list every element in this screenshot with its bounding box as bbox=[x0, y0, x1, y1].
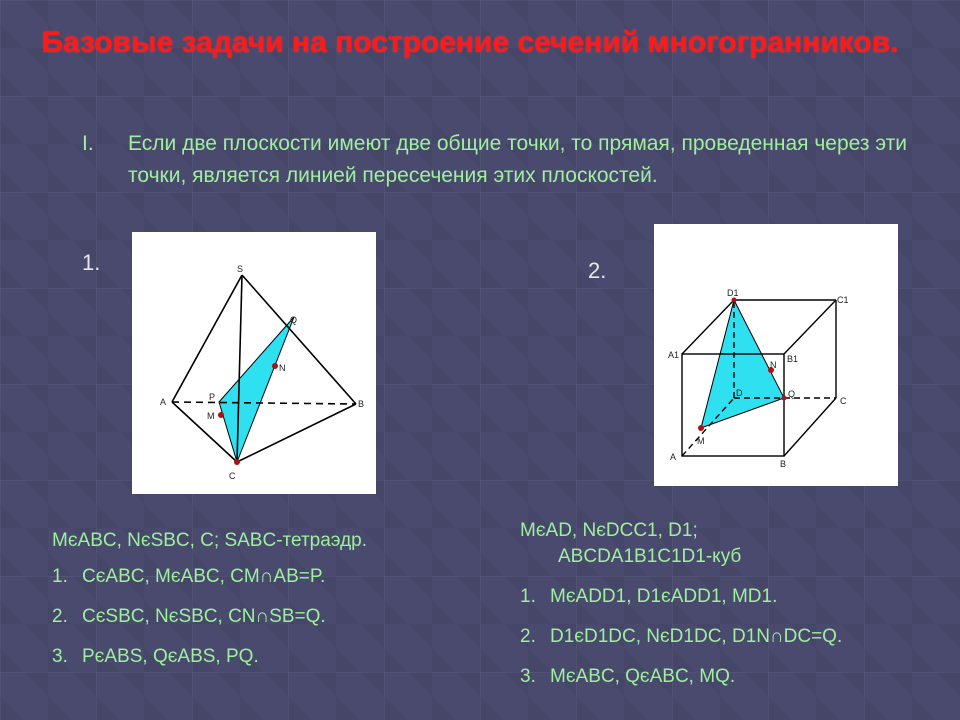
label-P: P bbox=[209, 392, 216, 402]
point-N bbox=[272, 363, 278, 369]
label-A1: A1 bbox=[668, 350, 680, 360]
left-solution bbox=[52, 528, 472, 668]
point-M bbox=[218, 412, 224, 418]
label-C1: C1 bbox=[837, 295, 849, 305]
right-step: 1. MєADD1, D1єADD1, MD1. bbox=[520, 586, 778, 607]
figure1-label: 1. bbox=[82, 250, 101, 275]
label-B1: B1 bbox=[787, 354, 799, 364]
label-D: D bbox=[736, 388, 743, 398]
label-N: N bbox=[279, 363, 286, 373]
left-step: 1. CєABC, MєABC, CM∩AB=P. bbox=[52, 566, 326, 587]
label-N: N bbox=[770, 360, 777, 370]
edge-SA bbox=[172, 275, 242, 402]
rule-number: I. bbox=[82, 132, 94, 155]
label-C: C bbox=[229, 471, 236, 481]
point-M bbox=[698, 425, 704, 431]
label-C: C bbox=[840, 396, 847, 406]
point-D1 bbox=[732, 298, 737, 303]
left-given: MєABC, NєSBC, C; SABC-тетраэдр. bbox=[52, 530, 368, 551]
label-A: A bbox=[670, 452, 677, 462]
label-B: B bbox=[358, 399, 365, 409]
edge-B1C1 bbox=[784, 300, 836, 354]
label-Q: Q bbox=[290, 315, 298, 325]
label-D1: D1 bbox=[727, 288, 739, 298]
slide-title: Базовые задачи на построение сечений многогранников. bbox=[41, 26, 899, 59]
right-given-1: MєAD, NєDCC1, D1; bbox=[520, 520, 698, 541]
label-M: M bbox=[697, 436, 705, 446]
label-B: B bbox=[780, 459, 787, 469]
tetrahedron-figure bbox=[132, 232, 376, 494]
right-given-2: ABCDA1B1C1D1-куб bbox=[558, 546, 742, 567]
label-A: A bbox=[160, 397, 167, 407]
right-solution bbox=[520, 518, 950, 688]
point-Q bbox=[782, 396, 787, 401]
label-S: S bbox=[237, 264, 244, 274]
left-step: 2. CєSBC, NєSBC, CN∩SB=Q. bbox=[52, 606, 326, 627]
figure2-label: 2. bbox=[588, 258, 607, 283]
right-step: 2. D1єD1DC, NєD1DC, D1N∩DC=Q. bbox=[520, 626, 843, 647]
label-Q: Q bbox=[788, 389, 796, 399]
label-M: M bbox=[207, 411, 215, 421]
cube-figure bbox=[654, 224, 898, 486]
rule-text: Если две плоскости имеют две общие точки, то прямая, проведенная через эти точки, является линией пересечения этих плоскостей. bbox=[128, 132, 907, 187]
edge-BC bbox=[784, 398, 836, 456]
point-C bbox=[234, 459, 240, 465]
edge-AB-hidden bbox=[172, 402, 356, 404]
right-step: 3. MєABC, QєABC, MQ. bbox=[520, 666, 736, 687]
left-step: 3. PєABS, QєABS, PQ. bbox=[52, 646, 259, 667]
